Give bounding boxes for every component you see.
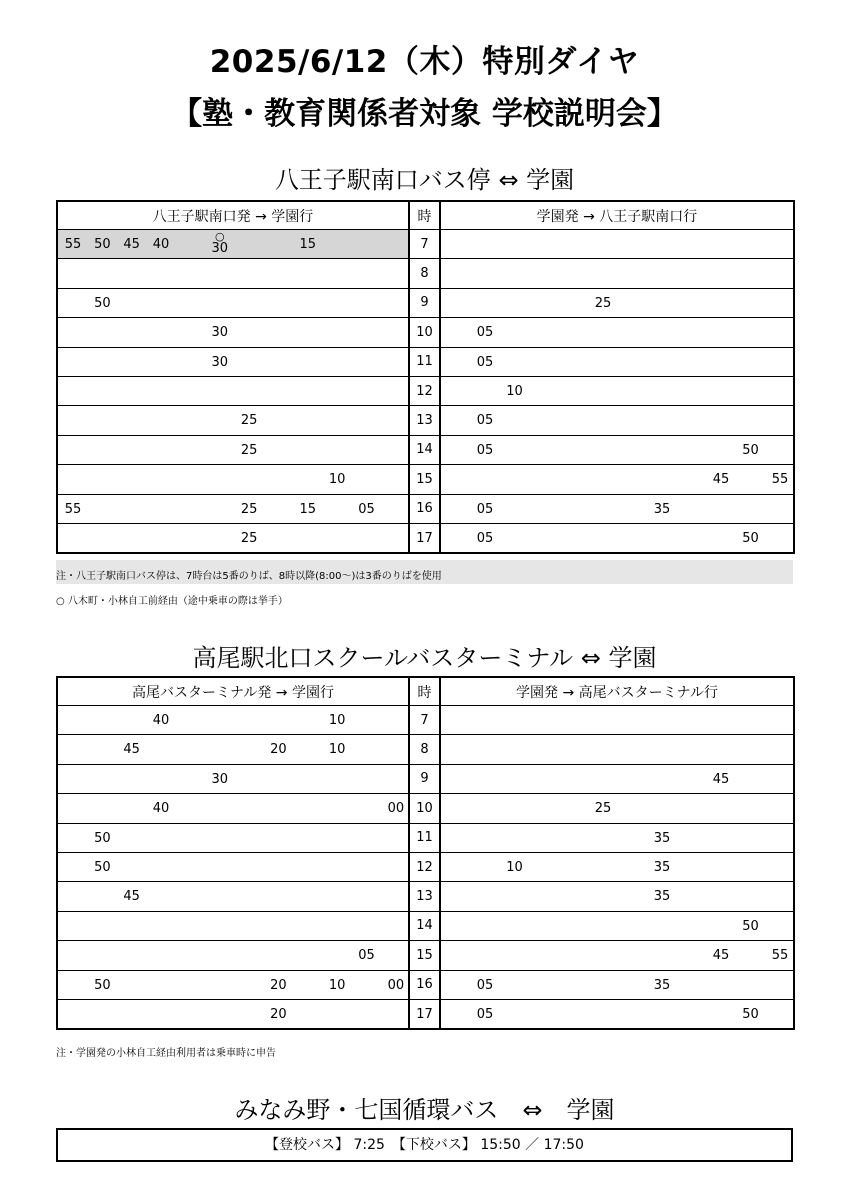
departure-minute: 25 — [240, 530, 258, 546]
hour-cell — [409, 735, 440, 764]
hour-cell — [409, 435, 440, 464]
hour-label: 7 — [420, 712, 429, 728]
departure-minute: 50 — [742, 918, 759, 934]
hour-label: 9 — [420, 295, 429, 311]
hour-cell — [409, 230, 440, 259]
departures-from-school — [440, 970, 794, 999]
departure-minute: 45 — [712, 948, 730, 964]
departure-minute: 30 ○ — [211, 230, 229, 256]
departure-minute: 20 — [270, 742, 287, 758]
table-row — [57, 523, 794, 553]
departures-from-school — [440, 288, 794, 317]
departures-to-school — [57, 794, 409, 823]
hour-cell — [409, 259, 440, 288]
departures-from-school — [440, 764, 794, 793]
departures-to-school — [57, 376, 409, 405]
departures-from-school — [440, 494, 794, 523]
departure-minute: 25 — [240, 442, 258, 458]
departures-to-school — [57, 230, 409, 259]
departures-from-school — [440, 347, 794, 376]
departure-minute: 55 — [64, 501, 82, 517]
table-row — [57, 999, 794, 1029]
section1-title: 八王子駅南口バス停 ⇔ 学園 — [274, 166, 575, 194]
departures-from-school — [440, 911, 794, 940]
departure-minute: 10 — [506, 383, 523, 399]
hour-label: 15 — [416, 471, 433, 487]
col-header-right: 学園発 → 八王子駅南口行 — [440, 201, 794, 230]
departures-from-school — [440, 941, 794, 970]
col-header-left: 八王子駅南口発 → 学園行 — [57, 201, 409, 230]
col-header-right: 学園発 → 高尾バスターミナル行 — [440, 677, 794, 706]
table-row — [57, 764, 794, 793]
departure-minute: 05 — [476, 501, 494, 517]
departures-from-school — [440, 882, 794, 911]
hour-label: 16 — [416, 501, 433, 517]
departure-minute: 45 — [123, 742, 140, 758]
departure-minute: 30 — [211, 771, 229, 787]
table-row — [57, 794, 794, 823]
table-row — [57, 288, 794, 317]
departure-minute: 10 — [328, 977, 346, 993]
hour-cell — [409, 288, 440, 317]
hour-label: 11 — [416, 830, 433, 846]
table-row — [57, 970, 794, 999]
section1-note2: ○ 八木町・小林自工前経由（途中乗車の際は挙手） — [56, 596, 288, 607]
departure-minute: 45 — [123, 889, 140, 905]
departure-minute: 45 — [712, 771, 730, 787]
table-row — [57, 376, 794, 405]
departures-to-school — [57, 406, 409, 435]
hour-cell — [409, 764, 440, 793]
departure-minute: 35 — [653, 501, 671, 517]
hour-cell — [409, 911, 440, 940]
departure-minute: 50 — [94, 977, 111, 993]
departures-to-school — [57, 706, 409, 735]
table-row — [57, 406, 794, 435]
departure-minute: 10 — [328, 472, 346, 488]
departure-minute: 25 — [594, 295, 612, 311]
departure-minute: 50 — [742, 530, 759, 546]
hour-label: 17 — [416, 530, 433, 546]
departures-from-school — [440, 465, 794, 494]
departure-minute: 05 — [476, 977, 494, 993]
departure-minute: 50 — [742, 1006, 759, 1022]
hour-label: 10 — [416, 324, 433, 340]
departures-from-school — [440, 259, 794, 288]
timetable-takao — [56, 676, 795, 1030]
departure-minute: 55 — [771, 948, 789, 964]
departures-to-school — [57, 823, 409, 852]
table-row — [57, 318, 794, 347]
departure-minute: 25 — [240, 413, 258, 429]
departure-minute: 25 — [240, 501, 258, 517]
col-header-left: 高尾バスターミナル発 → 学園行 — [57, 677, 409, 706]
hour-label: 14 — [416, 442, 433, 458]
hour-cell — [409, 823, 440, 852]
departures-from-school — [440, 735, 794, 764]
table-row — [57, 852, 794, 881]
departures-to-school — [57, 318, 409, 347]
table-row — [57, 494, 794, 523]
hour-cell — [409, 882, 440, 911]
departure-minute: 05 — [358, 501, 375, 517]
section3-title: みなみ野・七国循環バス ⇔ 学園 — [234, 1096, 615, 1124]
hour-label: 13 — [416, 889, 433, 905]
hour-label: 14 — [416, 918, 433, 934]
departure-minute: 15 — [299, 501, 317, 517]
hour-cell — [409, 706, 440, 735]
departures-from-school — [440, 999, 794, 1029]
table-row — [57, 706, 794, 735]
departures-to-school — [57, 494, 409, 523]
timetable-hachioji — [56, 200, 795, 554]
hour-cell — [409, 494, 440, 523]
hour-cell — [409, 970, 440, 999]
departure-minute: 25 — [594, 801, 612, 817]
section2-note1: 注・学園発の小林自工経由利用者は乗車時に申告 — [56, 1048, 276, 1059]
departure-minute: 05 — [476, 1006, 494, 1022]
departure-minute: 40 — [152, 713, 170, 728]
departures-from-school — [440, 852, 794, 881]
departures-from-school — [440, 376, 794, 405]
departure-minute: 50 — [742, 442, 759, 458]
departures-to-school — [57, 764, 409, 793]
table-row — [57, 465, 794, 494]
departures-from-school — [440, 823, 794, 852]
table-row — [57, 259, 794, 288]
col-header-hour: 時 — [409, 201, 440, 230]
departures-to-school — [57, 999, 409, 1029]
departures-to-school — [57, 523, 409, 553]
departures-to-school — [57, 941, 409, 970]
departures-from-school — [440, 794, 794, 823]
hour-cell — [409, 941, 440, 970]
hour-label: 12 — [416, 383, 433, 399]
departure-minute: 05 — [476, 530, 494, 546]
departure-minute: 05 — [476, 354, 494, 370]
departure-minute: 30 — [211, 354, 229, 370]
hour-label: 12 — [416, 859, 433, 875]
table-row — [57, 347, 794, 376]
table-row — [57, 941, 794, 970]
departures-to-school — [57, 465, 409, 494]
departure-minute: 20 — [270, 1006, 287, 1022]
departures-to-school — [57, 735, 409, 764]
departure-minute: 50 — [94, 295, 111, 311]
table-row — [57, 735, 794, 764]
departure-minute: 30 — [211, 325, 229, 341]
departures-to-school — [57, 970, 409, 999]
hour-label: 15 — [416, 947, 433, 963]
hour-cell — [409, 523, 440, 553]
departure-minute: 50 — [94, 237, 111, 252]
hour-cell — [409, 376, 440, 405]
hour-cell — [409, 794, 440, 823]
departure-minute: 10 — [328, 742, 346, 758]
hour-label: 11 — [416, 354, 433, 370]
departure-minute: 55 — [771, 472, 789, 488]
section1-note1: 注・八王子駅南口バス停は、7時台は5番のりば、8時以降(8:00～)は3番のりばを使用 — [56, 571, 442, 582]
hour-label: 16 — [416, 977, 433, 993]
col-header-hour: 時 — [409, 677, 440, 706]
table-row — [57, 882, 794, 911]
table-row — [57, 823, 794, 852]
departure-minute: 05 — [476, 413, 494, 429]
departures-to-school — [57, 882, 409, 911]
hour-cell — [409, 406, 440, 435]
departures-to-school — [57, 852, 409, 881]
departure-minute: 05 — [358, 948, 375, 964]
departure-minute: 10 — [328, 713, 346, 728]
departures-to-school — [57, 288, 409, 317]
departure-minute: 05 — [476, 325, 494, 341]
hour-cell — [409, 465, 440, 494]
departure-minute: 00 — [387, 801, 405, 817]
departures-to-school — [57, 259, 409, 288]
table-row — [57, 435, 794, 464]
departure-minute: 50 — [94, 830, 111, 846]
departure-minute: 20 — [270, 977, 287, 993]
departures-to-school — [57, 347, 409, 376]
departure-minute: 50 — [94, 859, 111, 875]
departure-minute: 00 — [387, 977, 405, 993]
departure-minute: 10 — [506, 859, 523, 875]
departure-minute: 15 — [299, 237, 317, 252]
page-title: 2025/6/12（木）特別ダイヤ — [209, 44, 640, 80]
departures-from-school — [440, 230, 794, 259]
hour-label: 10 — [416, 800, 433, 816]
departures-from-school — [440, 406, 794, 435]
page-subtitle: 【塾・教育関係者対象 学校説明会】 — [171, 96, 678, 132]
departures-from-school — [440, 706, 794, 735]
departure-minute: 35 — [653, 859, 671, 875]
hour-cell — [409, 347, 440, 376]
hour-label: 17 — [416, 1006, 433, 1022]
departure-minute: 35 — [653, 830, 671, 846]
hour-label: 9 — [420, 771, 429, 787]
departure-minute: 55 — [64, 237, 82, 252]
departure-minute: 45 — [712, 472, 730, 488]
departure-minute: 35 — [653, 889, 671, 905]
hour-label: 8 — [420, 742, 429, 758]
departures-from-school — [440, 318, 794, 347]
departures-from-school — [440, 435, 794, 464]
departure-minute: 05 — [476, 442, 494, 458]
hour-label: 7 — [420, 236, 429, 252]
departure-minute: 40 — [152, 801, 170, 817]
hour-label: 13 — [416, 413, 433, 429]
hour-label: 8 — [420, 266, 429, 282]
departure-minute: 35 — [653, 977, 671, 993]
departures-to-school — [57, 911, 409, 940]
loop-bus-info: 【登校バス】 7:25 【下校バス】 15:50 ／ 17:50 — [56, 1128, 793, 1162]
departures-from-school — [440, 523, 794, 553]
table-row — [57, 911, 794, 940]
hour-cell — [409, 852, 440, 881]
section2-title: 高尾駅北口スクールバスターミナル ⇔ 学園 — [192, 644, 657, 672]
departure-minute: 45 — [123, 237, 140, 252]
table-row — [57, 230, 794, 259]
departures-to-school — [57, 435, 409, 464]
departure-minute: 40 — [152, 237, 170, 252]
hour-cell — [409, 999, 440, 1029]
hour-cell — [409, 318, 440, 347]
via-kobayashi-mark: ○ — [214, 230, 225, 243]
